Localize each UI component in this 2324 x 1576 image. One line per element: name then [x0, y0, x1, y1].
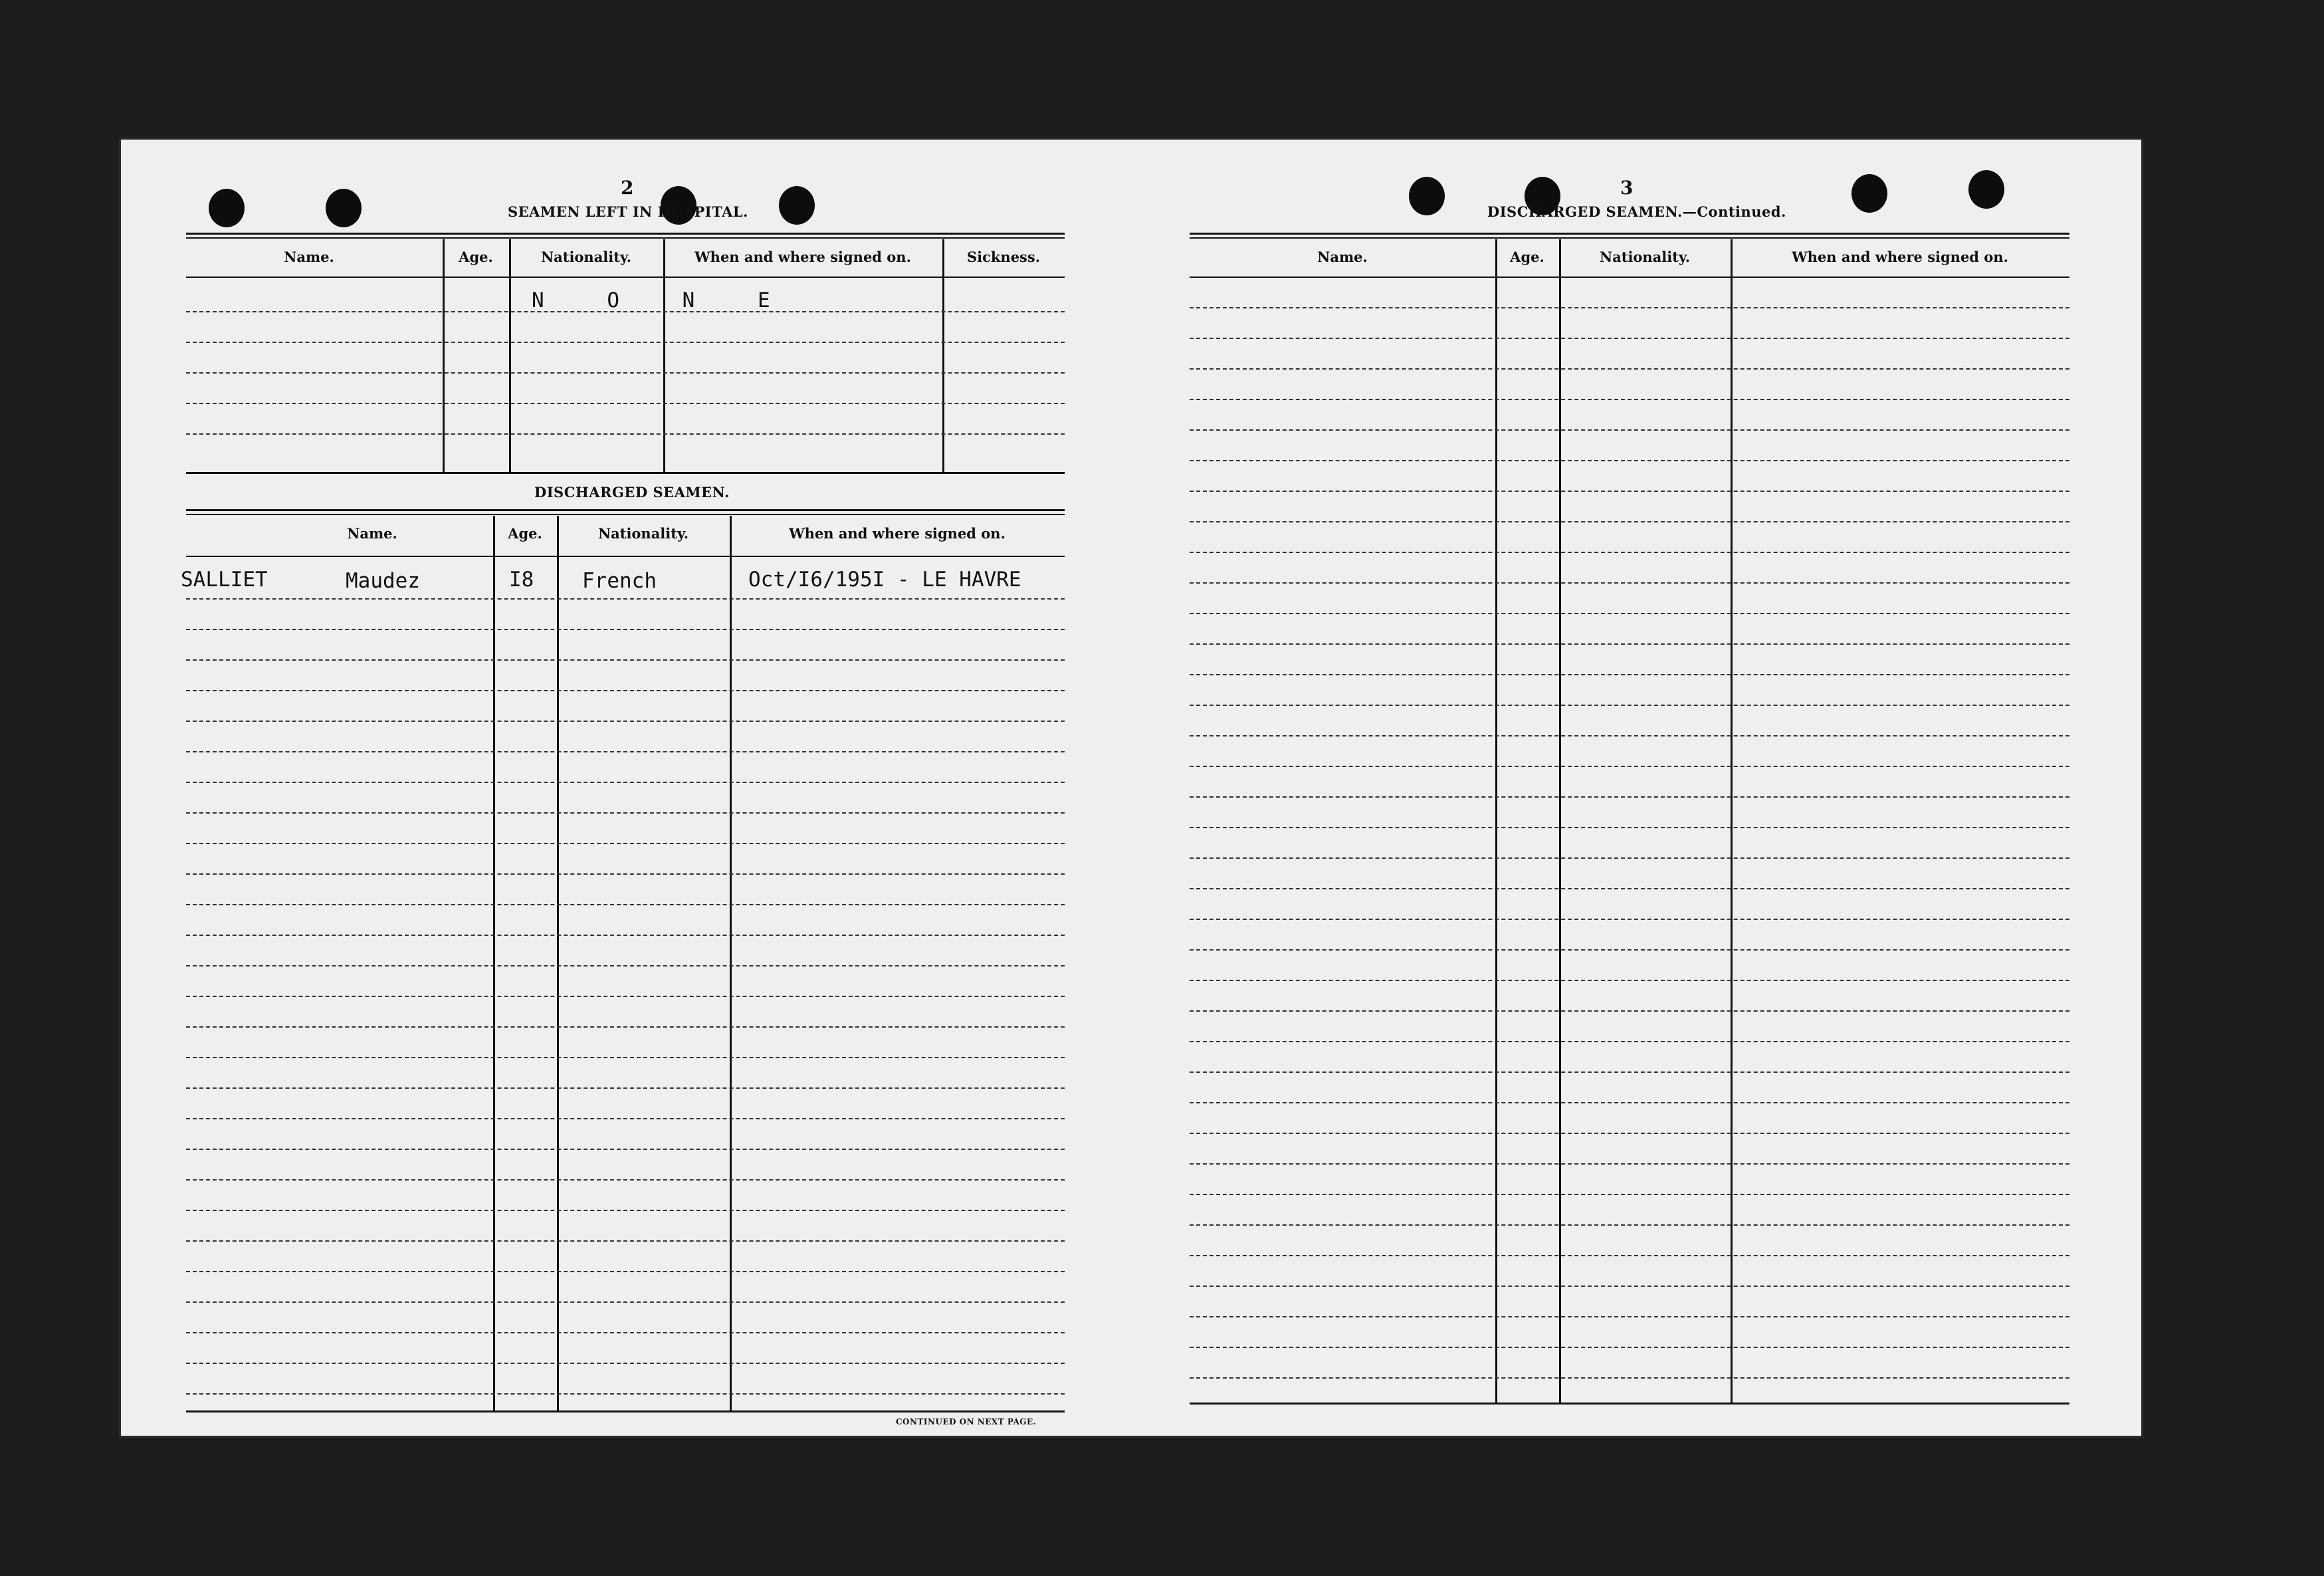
- right-row-line: [1190, 1163, 2069, 1165]
- punch-hole: [326, 189, 362, 227]
- discharged-row-line: [186, 1332, 1065, 1333]
- right-row-line: [1190, 1224, 2069, 1226]
- discharged-row-line: [186, 1271, 1065, 1272]
- hospital-none-entry: N O N E: [532, 288, 795, 312]
- discharged-row-line: [186, 812, 1065, 814]
- right-row-line: [1190, 796, 2069, 798]
- hospital-col-signed-on: When and where signed on.: [694, 249, 911, 265]
- right-col-age: Age.: [1510, 249, 1544, 265]
- right-row-line: [1190, 857, 2069, 859]
- discharged-row-line: [186, 690, 1065, 691]
- right-row-line: [1190, 521, 2069, 522]
- discharged-column-divider: [493, 516, 495, 1410]
- discharged-row-line: [186, 1301, 1065, 1303]
- right-column-divider: [1731, 239, 1733, 1404]
- discharged-row-line: [186, 598, 1065, 600]
- hospital-col-sickness: Sickness.: [966, 249, 1041, 265]
- right-row-line: [1190, 1255, 2069, 1256]
- discharged-table-top-rule: [186, 514, 1065, 515]
- right-row-line: [1190, 674, 2069, 675]
- discharged-row-line: [186, 935, 1065, 936]
- seaman-signed-on: Oct/I6/195I - LE HAVRE: [748, 568, 1021, 592]
- right-row-line: [1190, 888, 2069, 889]
- discharged-row-line: [186, 1057, 1065, 1058]
- right-row-line: [1190, 582, 2069, 584]
- discharged-column-divider: [730, 516, 732, 1410]
- hospital-table-top-rule: [186, 233, 1065, 235]
- continued-note: CONTINUED ON NEXT PAGE.: [896, 1417, 1037, 1426]
- right-row-line: [1190, 552, 2069, 553]
- right-row-line: [1190, 1316, 2069, 1317]
- discharged-row-line: [186, 1118, 1065, 1119]
- hospital-col-nationality: Nationality.: [540, 249, 632, 265]
- right-row-line: [1190, 980, 2069, 981]
- punch-hole: [1409, 177, 1445, 215]
- discharged-row-line: [186, 782, 1065, 783]
- discharged-col-age: Age.: [508, 525, 542, 542]
- discharged-row-line: [186, 1026, 1065, 1028]
- right-table-top-rule: [1190, 233, 2069, 235]
- right-row-line: [1190, 1071, 2069, 1073]
- discharged-column-divider: [557, 516, 559, 1410]
- discharged-row-line: [186, 1087, 1065, 1089]
- right-row-line: [1190, 1194, 2069, 1195]
- hospital-table-top-rule: [186, 237, 1065, 239]
- right-row-line: [1190, 491, 2069, 492]
- discharged-row-line: [186, 965, 1065, 966]
- right-col-signed-on: When and where signed on.: [1792, 249, 2008, 265]
- discharged-row-line: [186, 873, 1065, 875]
- page-number-left: 2: [621, 177, 634, 199]
- right-row-line: [1190, 827, 2069, 828]
- punch-hole: [1851, 174, 1887, 213]
- discharged-row-line: [186, 1393, 1065, 1395]
- discharged-col-signed-on: When and where signed on.: [789, 525, 1005, 542]
- right-row-line: [1190, 919, 2069, 920]
- right-column-divider: [1495, 239, 1497, 1404]
- discharged-row-line: [186, 904, 1065, 905]
- right-row-line: [1190, 338, 2069, 339]
- right-row-line: [1190, 429, 2069, 431]
- document-sheet: [121, 140, 2141, 1436]
- right-row-line: [1190, 766, 2069, 767]
- discharged-section-title: DISCHARGED SEAMEN.: [534, 484, 730, 501]
- discharged-row-line: [186, 1363, 1065, 1364]
- right-col-nationality: Nationality.: [1599, 249, 1691, 265]
- hospital-table-bottom-rule: [186, 472, 1065, 474]
- discharged-table-top-rule: [186, 509, 1065, 511]
- right-row-line: [1190, 368, 2069, 370]
- right-row-line: [1190, 949, 2069, 951]
- seaman-age: I8: [509, 568, 534, 592]
- right-header-rule: [1190, 277, 2069, 278]
- right-row-line: [1190, 705, 2069, 706]
- discharged-col-nationality: Nationality.: [597, 525, 689, 542]
- hospital-column-divider: [663, 239, 665, 472]
- discharged-row-line: [186, 1179, 1065, 1181]
- discharged-row-line: [186, 996, 1065, 997]
- discharged-row-line: [186, 659, 1065, 661]
- hospital-col-name: Name.: [284, 249, 334, 265]
- discharged-row-line: [186, 721, 1065, 722]
- discharged-header-rule: [186, 556, 1065, 557]
- hospital-column-divider: [942, 239, 944, 472]
- hospital-row-line: [186, 403, 1065, 404]
- seaman-nationality: French: [582, 569, 657, 593]
- discharged-table-bottom-rule: [186, 1410, 1065, 1412]
- discharged-row-line: [186, 843, 1065, 844]
- hospital-row-line: [186, 433, 1065, 435]
- right-row-line: [1190, 1041, 2069, 1042]
- hospital-column-divider: [443, 239, 445, 472]
- right-column-divider: [1559, 239, 1561, 1404]
- right-col-name: Name.: [1317, 249, 1368, 265]
- seaman-given-name: Maudez: [346, 569, 420, 593]
- punch-hole: [779, 186, 815, 225]
- right-row-line: [1190, 643, 2069, 645]
- continued-section-title: DISCHARGED SEAMEN.—Continued.: [1487, 203, 1786, 220]
- discharged-row-line: [186, 629, 1065, 630]
- discharged-col-name: Name.: [347, 525, 397, 542]
- discharged-row-line: [186, 1210, 1065, 1211]
- punch-hole: [209, 189, 245, 227]
- page-number-right: 3: [1620, 177, 1634, 199]
- hospital-row-line: [186, 342, 1065, 343]
- discharged-row-line: [186, 1149, 1065, 1150]
- right-table-top-rule: [1190, 237, 2069, 239]
- hospital-column-divider: [509, 239, 511, 472]
- punch-hole: [1968, 170, 2004, 209]
- hospital-col-age: Age.: [459, 249, 493, 265]
- hospital-row-line: [186, 372, 1065, 374]
- seaman-surname: SALLIET: [181, 568, 268, 592]
- right-row-line: [1190, 1133, 2069, 1134]
- discharged-row-line: [186, 751, 1065, 752]
- right-row-line: [1190, 1286, 2069, 1287]
- hospital-header-rule: [186, 277, 1065, 278]
- right-row-line: [1190, 460, 2069, 461]
- right-row-line: [1190, 399, 2069, 400]
- right-row-line: [1190, 735, 2069, 736]
- right-row-line: [1190, 1377, 2069, 1379]
- hospital-section-title: SEAMEN LEFT IN HOSPITAL.: [508, 203, 748, 220]
- discharged-row-line: [186, 1240, 1065, 1242]
- right-row-line: [1190, 1010, 2069, 1012]
- right-row-line: [1190, 613, 2069, 614]
- right-row-line: [1190, 1102, 2069, 1103]
- right-row-line: [1190, 1347, 2069, 1348]
- right-table-bottom-rule: [1190, 1403, 2069, 1405]
- right-row-line: [1190, 307, 2069, 308]
